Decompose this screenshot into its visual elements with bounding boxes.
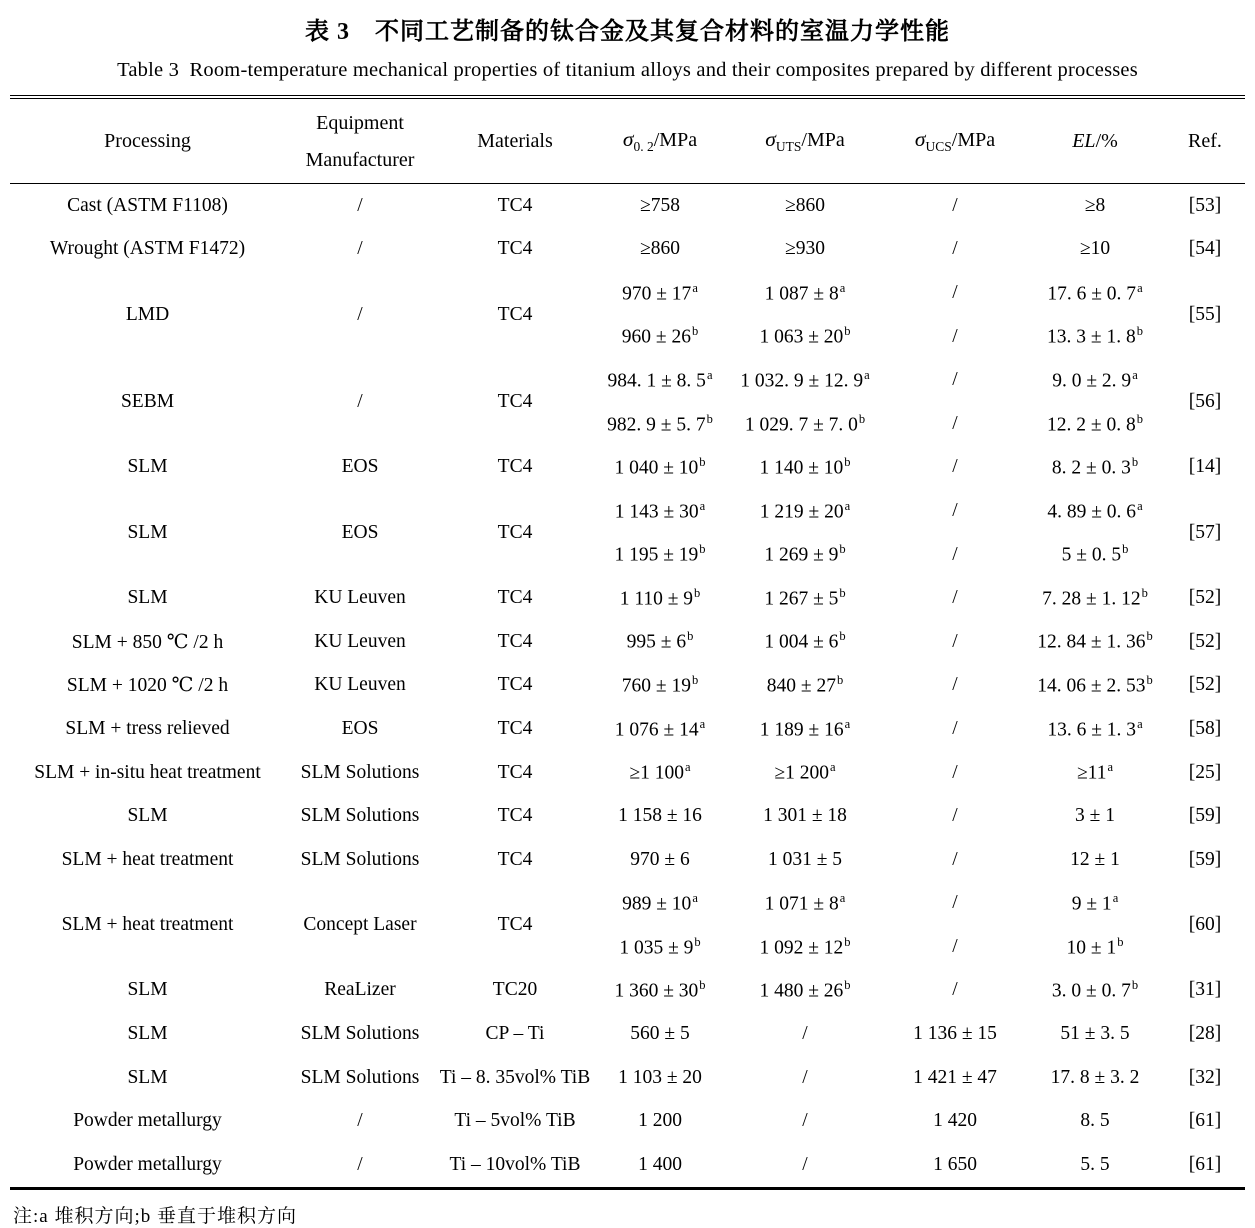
sigma-uts-cell: 1 $480 \pm 26^b$: [759, 978, 851, 1002]
sigma-0-2-cell: ≥1 100$^a$: [629, 760, 691, 784]
table-row: [10, 707, 1245, 751]
processing-cell: SLM: [127, 456, 168, 478]
processing-cell: SLM: [127, 1066, 168, 1088]
header-sigma-ucs: $\sigma_{UCS}$/MPa: [914, 127, 996, 154]
ref-cell: [61]: [1188, 1110, 1222, 1132]
materials-cell: TC4: [497, 717, 533, 739]
sigma-ucs-cell: /: [952, 805, 958, 827]
sigma-ucs-cell: /: [952, 238, 958, 260]
processing-cell: SLM: [127, 1023, 168, 1045]
sigma-0-2-cell: 1 $110 \pm 9^b$: [619, 585, 701, 610]
el-cell: 5. 5: [1080, 1153, 1110, 1175]
sigma-uts-cell: 1 $071 \pm 8^a$: [764, 891, 846, 915]
ref-cell: [14]: [1188, 456, 1222, 478]
direction-superscript: b: [694, 934, 701, 949]
sigma-uts-cell: ≥1 200$^a$: [774, 760, 836, 784]
sigma-uts-cell: 1 $063 \pm 20^b$: [759, 324, 851, 348]
sigma-ucs-cell: /: [952, 369, 958, 391]
direction-superscript: a: [692, 280, 698, 295]
sigma-uts-cell: 1 $140 \pm 10^b$: [759, 455, 851, 479]
ref-cell: [32]: [1188, 1066, 1222, 1088]
processing-cell: SLM + tress relieved: [65, 717, 230, 739]
processing-cell: SLM + heat treatment: [61, 848, 234, 870]
el-cell: 12. 2 ± 0. 8$^b$: [1047, 411, 1143, 436]
mechanical-properties-table: [10, 95, 1245, 1190]
sigma-ucs-cell: 1 421 ± 47: [913, 1066, 997, 1088]
header-sigma-uts: $\sigma_{UTS}$/MPa: [765, 127, 845, 154]
el-cell: 17. 6 ± 0. 7$^a$: [1047, 280, 1143, 305]
direction-superscript: b: [1136, 324, 1143, 339]
sigma-ucs-cell: /: [952, 325, 958, 347]
sigma-ucs-cell: /: [952, 935, 958, 957]
sigma-0-2-cell: $995 \pm 6^b$: [626, 629, 694, 653]
el-cell: 5 ± 0. 5$^b$: [1061, 542, 1129, 566]
table-footnote: 注:a 堆积方向;b 垂直于堆积方向: [13, 1205, 297, 1227]
ref-cell: [56]: [1188, 390, 1222, 412]
sigma-uts-cell: 1 301 ± 18: [763, 805, 847, 827]
sigma-uts-cell: /: [802, 1066, 808, 1088]
el-cell: 4. 89 ± 0. 6$^a$: [1047, 498, 1143, 523]
direction-superscript: b: [858, 411, 866, 426]
direction-superscript: b: [691, 324, 699, 339]
materials-cell: TC4: [497, 674, 533, 696]
materials-cell: TC4: [497, 390, 533, 412]
table-row: [10, 1056, 1245, 1100]
sigma-uts-cell: /: [802, 1023, 808, 1045]
direction-superscript: a: [699, 716, 706, 731]
direction-superscript: a: [864, 367, 870, 382]
manufacturer-cell: SLM Solutions: [300, 848, 420, 870]
manufacturer-cell: /: [357, 390, 363, 412]
direction-superscript: b: [839, 542, 846, 557]
direction-superscript: b: [699, 542, 706, 557]
sigma-ucs-cell: /: [952, 412, 958, 434]
header-el: EL/%: [1072, 129, 1118, 152]
manufacturer-cell: /: [357, 238, 363, 260]
direction-superscript: b: [1131, 455, 1139, 470]
sigma-uts-cell: 1 029. 7 ± 7. 0$^b$: [744, 411, 866, 436]
el-cell: $10 \pm 1^b$: [1066, 934, 1124, 959]
sigma-0-2-cell: 1 $195 \pm 19^b$: [614, 542, 706, 566]
sigma-uts-cell: 1 $092 \pm 12^b$: [759, 934, 851, 959]
header-ref: Ref.: [1188, 129, 1222, 152]
direction-superscript: b: [1141, 585, 1148, 600]
sigma-uts-cell: 1 $219 \pm 20^a$: [759, 498, 851, 523]
table-row: [10, 882, 1245, 926]
el-cell: ≥10: [1079, 238, 1111, 260]
direction-superscript: b: [839, 585, 846, 600]
sigma-0-2-cell: 1 400: [638, 1153, 682, 1175]
table-row: [10, 664, 1245, 708]
sigma-uts-cell: $840 \pm 27^b$: [766, 673, 844, 697]
manufacturer-cell: SLM Solutions: [300, 805, 420, 827]
ref-cell: [54]: [1188, 238, 1222, 260]
direction-superscript: b: [844, 978, 851, 993]
table-row: [10, 576, 1245, 620]
direction-superscript: b: [706, 411, 713, 426]
direction-superscript: a: [1137, 716, 1143, 731]
sigma-symbol: σ: [765, 127, 776, 151]
sigma-0-2-cell: 1 200: [638, 1110, 682, 1132]
manufacturer-cell: SLM Solutions: [300, 761, 420, 783]
ref-cell: [52]: [1188, 674, 1222, 696]
materials-cell: TC4: [497, 761, 533, 783]
direction-superscript: b: [844, 455, 851, 470]
sigma-ucs-cell: /: [952, 674, 958, 696]
direction-superscript: a: [692, 891, 698, 906]
sigma-ucs-cell: /: [952, 892, 958, 914]
processing-cell: SLM + 850 ℃ /2 h: [71, 631, 224, 653]
sigma-0-2-cell: 982. 9 ± 5. 7$^b$: [607, 411, 713, 436]
direction-superscript: b: [844, 934, 851, 949]
manufacturer-cell: EOS: [341, 521, 379, 543]
el-cell: 7. 28 ± 1. 12$^b$: [1042, 585, 1148, 610]
processing-cell: SLM: [127, 521, 168, 543]
processing-cell: SLM + in-situ heat treatment: [34, 761, 261, 783]
sigma-0-2-cell: $760 \pm 19^b$: [621, 673, 699, 697]
sigma-uts-cell: /: [802, 1110, 808, 1132]
direction-superscript: a: [1107, 760, 1114, 775]
sigma-uts-cell: /: [802, 1153, 808, 1175]
direction-superscript: a: [844, 716, 851, 731]
table-row: [10, 184, 1245, 228]
sigma-uts-cell: ≥930: [785, 238, 825, 260]
table-row: [10, 489, 1245, 533]
table-row: [10, 969, 1245, 1013]
direction-superscript: a: [830, 760, 836, 775]
processing-cell: Powder metallurgy: [73, 1153, 222, 1175]
sigma-uts-cell: 1 032. 9 ± 12. 9$^a$: [740, 367, 870, 392]
sigma-ucs-cell: /: [952, 543, 958, 565]
direction-superscript: a: [844, 498, 851, 513]
manufacturer-cell: SLM Solutions: [300, 1066, 420, 1088]
el-cell: 8. 2 ± 0. 3$^b$: [1051, 455, 1139, 479]
el-cell: 17. 8 ± 3. 2: [1050, 1066, 1140, 1088]
ref-cell: [59]: [1188, 805, 1222, 827]
table-title-zh: 表 3 不同工艺制备的钛合金及其复合材料的室温力学性能: [305, 19, 950, 45]
sigma-uts-cell: 1 $087 \pm 8^a$: [764, 280, 846, 305]
sigma-0-2-cell: 1 $360 \pm 30^b$: [614, 978, 706, 1002]
materials-cell: TC20: [492, 979, 538, 1001]
header-processing: Processing: [104, 129, 191, 152]
el-cell: 13. 6 ± 1. 3$^a$: [1047, 716, 1143, 741]
table-row: [10, 228, 1245, 272]
direction-superscript: b: [699, 455, 706, 470]
sigma-ucs-cell: /: [952, 587, 958, 609]
direction-superscript: b: [691, 673, 699, 688]
direction-superscript: b: [1122, 542, 1129, 557]
direction-superscript: b: [687, 629, 694, 644]
el-cell: $9 \pm 1^a$: [1071, 891, 1119, 915]
direction-superscript: b: [694, 585, 701, 600]
ref-cell: [28]: [1188, 1023, 1222, 1045]
materials-cell: Ti – 5vol% TiB: [454, 1110, 576, 1132]
sigma-0-2-cell: 970 ± 6: [630, 848, 690, 870]
ref-cell: [25]: [1188, 761, 1222, 783]
processing-cell: Cast (ASTM F1108): [67, 194, 228, 216]
processing-cell: LMD: [125, 303, 170, 325]
ref-cell: [58]: [1188, 717, 1222, 739]
manufacturer-cell: ReaLizer: [324, 979, 396, 1001]
el-cell: 14. 06 ± 2. 53$^b$: [1037, 673, 1153, 697]
sigma-ucs-cell: 1 650: [933, 1153, 977, 1175]
materials-cell: Ti – 8. 35vol% TiB: [439, 1066, 591, 1088]
sigma-ucs-cell: 1 136 ± 15: [913, 1023, 997, 1045]
table-row: [10, 358, 1245, 402]
sigma-0-2-cell: 984. 1 ± 8. 5$^a$: [607, 367, 713, 392]
direction-superscript: a: [685, 760, 691, 775]
sigma-ucs-cell: /: [952, 979, 958, 1001]
el-cell: 3 ± 1: [1075, 805, 1115, 827]
sigma-0-2-cell: 1 $076 \pm 14^a$: [614, 716, 706, 741]
materials-cell: Ti – 10vol% TiB: [449, 1153, 581, 1175]
sigma-ucs-cell: 1 420: [933, 1110, 977, 1132]
direction-superscript: b: [1136, 411, 1143, 426]
sigma-0-2-cell: 1 $035 \pm 9^b$: [619, 934, 701, 959]
ref-cell: [55]: [1188, 303, 1222, 325]
table-row: [10, 838, 1245, 882]
sigma-0-2-cell: $970 \pm 17^a$: [622, 280, 698, 305]
table-row: [10, 1012, 1245, 1056]
el-cell: 51 ± 3. 5: [1060, 1023, 1130, 1045]
manufacturer-cell: /: [357, 1110, 363, 1132]
sigma-0-2-cell: $989 \pm 10^a$: [622, 891, 698, 915]
manufacturer-cell: /: [357, 1153, 363, 1175]
direction-superscript: b: [1131, 978, 1139, 993]
el-cell: ≥8: [1084, 194, 1106, 216]
table-body: [10, 184, 1245, 1189]
materials-cell: TC4: [497, 194, 533, 216]
sigma-uts-cell: ≥860: [785, 194, 825, 216]
direction-superscript: b: [1117, 934, 1124, 949]
ref-cell: [59]: [1188, 848, 1222, 870]
direction-superscript: a: [839, 891, 846, 906]
sigma-ucs-cell: /: [952, 717, 958, 739]
processing-cell: Wrought (ASTM F1472): [49, 238, 246, 260]
direction-superscript: a: [839, 280, 846, 295]
sigma-ucs-cell: /: [952, 281, 958, 303]
sigma-ucs-cell: /: [952, 630, 958, 652]
table-header-row: [10, 97, 1245, 184]
materials-cell: TC4: [497, 630, 533, 652]
sigma-ucs-cell: /: [952, 848, 958, 870]
sigma-uts-cell: 1 $267 \pm 5^b$: [764, 585, 846, 610]
processing-cell: SLM + heat treatment: [61, 914, 234, 936]
materials-cell: TC4: [497, 238, 533, 260]
sigma-0-2-cell: ≥860: [640, 238, 680, 260]
manufacturer-cell: Concept Laser: [303, 914, 417, 936]
table-title-en: Table 3 Room-temperature mechanical properties of titanium alloys and their composites prepared by different processes: [117, 59, 1138, 81]
table-row: [10, 794, 1245, 838]
el-cell: 3. 0 ± 0. 7$^b$: [1051, 978, 1139, 1002]
direction-superscript: b: [1146, 629, 1153, 644]
table-row: [10, 271, 1245, 315]
materials-cell: TC4: [497, 303, 533, 325]
ref-cell: [57]: [1188, 521, 1222, 543]
direction-superscript: a: [1137, 280, 1143, 295]
processing-cell: SLM: [127, 587, 168, 609]
processing-cell: SEBM: [120, 390, 175, 412]
manufacturer-cell: /: [357, 303, 363, 325]
manufacturer-cell: KU Leuven: [314, 587, 406, 609]
manufacturer-cell: EOS: [341, 717, 379, 739]
sigma-0-2-cell: ≥758: [640, 194, 680, 216]
el-cell: 13. 3 ± 1. 8$^b$: [1047, 324, 1143, 348]
manufacturer-cell: EOS: [341, 456, 379, 478]
header-sigma-0-2: $\sigma_{0. 2}$/MPa: [622, 127, 698, 154]
direction-superscript: b: [839, 629, 846, 644]
direction-superscript: a: [706, 367, 713, 382]
materials-cell: TC4: [497, 805, 533, 827]
sigma-0-2-cell: 1 $040 \pm 10^b$: [614, 455, 706, 479]
processing-cell: SLM: [127, 805, 168, 827]
direction-superscript: a: [1112, 891, 1119, 906]
sigma-uts-cell: 1 031 ± 5: [767, 848, 843, 870]
sigma-0-2-cell: 1 103 ± 20: [618, 1066, 702, 1088]
processing-cell: SLM: [127, 979, 168, 1001]
sigma-uts-cell: 1 $269 \pm 9^b$: [764, 542, 846, 566]
ref-cell: [53]: [1188, 194, 1222, 216]
sigma-ucs-cell: /: [952, 194, 958, 216]
sigma-ucs-cell: /: [952, 456, 958, 478]
sigma-ucs-cell: /: [952, 761, 958, 783]
sigma-uts-cell: 1 $189 \pm 16^a$: [759, 716, 851, 741]
sigma-uts-cell: 1 $004 \pm 6^b$: [764, 629, 846, 653]
direction-superscript: b: [844, 324, 851, 339]
el-cell: 12. 84 ± 1. 36$^b$: [1037, 629, 1153, 653]
direction-superscript: b: [1146, 673, 1153, 688]
table-row: [10, 751, 1245, 795]
el-cell: 12 ± 1: [1070, 848, 1120, 870]
materials-cell: TC4: [497, 848, 533, 870]
sigma-0-2-cell: 1 $143 \pm 30^a$: [614, 498, 706, 523]
direction-superscript: a: [1137, 498, 1143, 513]
table-row: [10, 620, 1245, 664]
header-materials: Materials: [477, 129, 553, 152]
manufacturer-cell: SLM Solutions: [300, 1023, 420, 1045]
sigma-0-2-cell: 1 158 ± 16: [618, 805, 702, 827]
el-cell: $\ge 11^a$: [1076, 760, 1114, 784]
el-cell: 8. 5: [1080, 1110, 1110, 1132]
table-row: [10, 1143, 1245, 1188]
sigma-ucs-cell: /: [952, 499, 958, 521]
direction-superscript: a: [699, 498, 706, 513]
manufacturer-cell: /: [357, 194, 363, 216]
ref-cell: [60]: [1188, 914, 1222, 936]
sigma-symbol: σ: [914, 127, 926, 151]
ref-cell: [61]: [1188, 1153, 1222, 1175]
direction-superscript: a: [1132, 367, 1138, 382]
ref-cell: [31]: [1188, 979, 1222, 1001]
materials-cell: TC4: [497, 914, 533, 936]
sigma-symbol: σ: [622, 127, 634, 151]
sigma-0-2-cell: 560 ± 5: [630, 1023, 690, 1045]
manufacturer-cell: KU Leuven: [314, 674, 406, 696]
table-row: [10, 1099, 1245, 1143]
processing-cell: SLM + 1020 ℃ /2 h: [66, 675, 229, 697]
materials-cell: TC4: [497, 456, 533, 478]
direction-superscript: b: [836, 673, 844, 688]
manufacturer-cell: KU Leuven: [314, 630, 406, 652]
processing-cell: Powder metallurgy: [73, 1110, 222, 1132]
ref-cell: [52]: [1188, 587, 1222, 609]
sigma-0-2-cell: $960 \pm 26^b$: [621, 324, 699, 348]
header-equipment-manufacturer: Equipment Manufacturer: [305, 111, 415, 171]
materials-cell: TC4: [497, 587, 533, 609]
materials-cell: CP – Ti: [485, 1023, 545, 1045]
table-header: [10, 97, 1245, 184]
table-row: [10, 446, 1245, 490]
ref-cell: [52]: [1188, 630, 1222, 652]
materials-cell: TC4: [497, 521, 533, 543]
direction-superscript: b: [699, 978, 706, 993]
el-cell: 9. 0 ± 2. 9$^a$: [1052, 367, 1138, 392]
